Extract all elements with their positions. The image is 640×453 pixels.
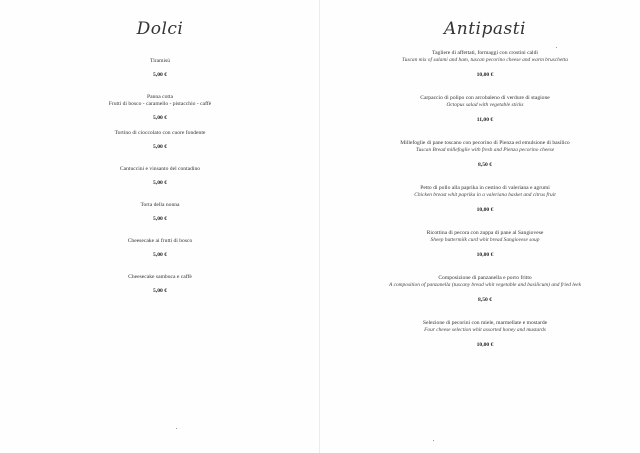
antipasti-item [360,50,610,95]
dish-name: Torta della nonna [140,202,180,208]
dish-description: Tuscan Bread millefoglie with fresh and Pienza pecorino cheese [415,147,555,153]
dish-description: Chicken breast whit paprika in a valeriana basket and citrus fruit [414,192,556,198]
dish-name: Panna cotta Frutti di bosco - caramello - pistacchio - caffè [108,94,212,107]
dish-description: Tuscan mix of salami and ham, tuscan pecorino cheese and warm bruschetta [402,57,568,63]
dish-price: 8,50 € [478,297,492,303]
dish-price: 10,00 € [476,207,494,213]
dish-price: 5,00 € [153,252,167,258]
page-fold [319,0,320,453]
dish-description: Four cheese selection whit assorted honey and mustards [424,327,546,333]
dolci-section [60,18,260,310]
antipasti-item [360,185,610,230]
dolci-item [60,274,260,310]
dish-name: Millefoglie di pane toscano con pecorino di Pienza ed emulsione di basilico [400,140,570,146]
antipasti-item [360,275,610,320]
dolci-item [60,202,260,238]
dish-price: 10,00 € [476,252,494,258]
antipasti-item [360,320,610,365]
dish-description: Octopus salad with vegetable sticks [446,102,524,108]
dish-price: 5,00 € [153,180,167,186]
antipasti-section [360,18,610,365]
dolci-item [60,166,260,202]
dish-name: Selezione di pecorini con miele, marmellate e mostarde [422,320,548,326]
dish-price: 5,00 € [153,72,167,78]
scan-speck [176,428,177,429]
dish-description: A composition of panzanella (tuscany bread whit vegetable and basilicum) and fried leek [389,282,581,288]
dolci-item [60,238,260,274]
dish-price: 10,00 € [476,342,494,348]
dish-name: Tagliere di affettati, formaggi con crostini caldi [432,50,538,56]
antipasti-item [360,95,610,140]
dolci-item [60,130,260,166]
dish-name: Cantuccini e vinsanto del contadino [119,166,201,172]
dish-price: 8,50 € [478,162,492,168]
scan-speck [556,47,557,48]
dish-price: 10,00 € [476,72,494,78]
dish-description: Sheep buttermilk curd whit bread Sangiovese soup [430,237,540,243]
dish-name: Cheesecake sambuca e caffè [128,274,192,280]
antipasti-title: Antipasti [443,19,526,39]
dish-name: Ricottina di pecora con zuppa di pane al Sangiovese [426,230,544,236]
dish-name: Tiramisù [150,58,170,64]
dish-price: 5,00 € [153,288,167,294]
dolci-title: Dolci [136,19,184,39]
scan-speck [433,440,434,441]
antipasti-item [360,140,610,185]
dish-price: 5,00 € [153,216,167,222]
dish-name: Carpaccio di polipo con arcobaleno di verdure di stagione [420,95,550,101]
dish-price: 5,00 € [153,115,167,121]
dish-name: Tortino di cioccolato con cuore fondente [114,130,206,136]
dish-price: 11,00 € [476,117,494,123]
dish-name: Composizione di panzanella e porro fritto [438,275,532,281]
antipasti-item [360,230,610,275]
dolci-item [60,58,260,94]
dish-price: 5,00 € [153,144,167,150]
dish-name: Cheesecake ai frutti di bosco [127,238,193,244]
dolci-item [60,94,260,130]
dish-name: Petto di pollo alla paprika in cestino di valeriana e agrumi [420,185,550,191]
